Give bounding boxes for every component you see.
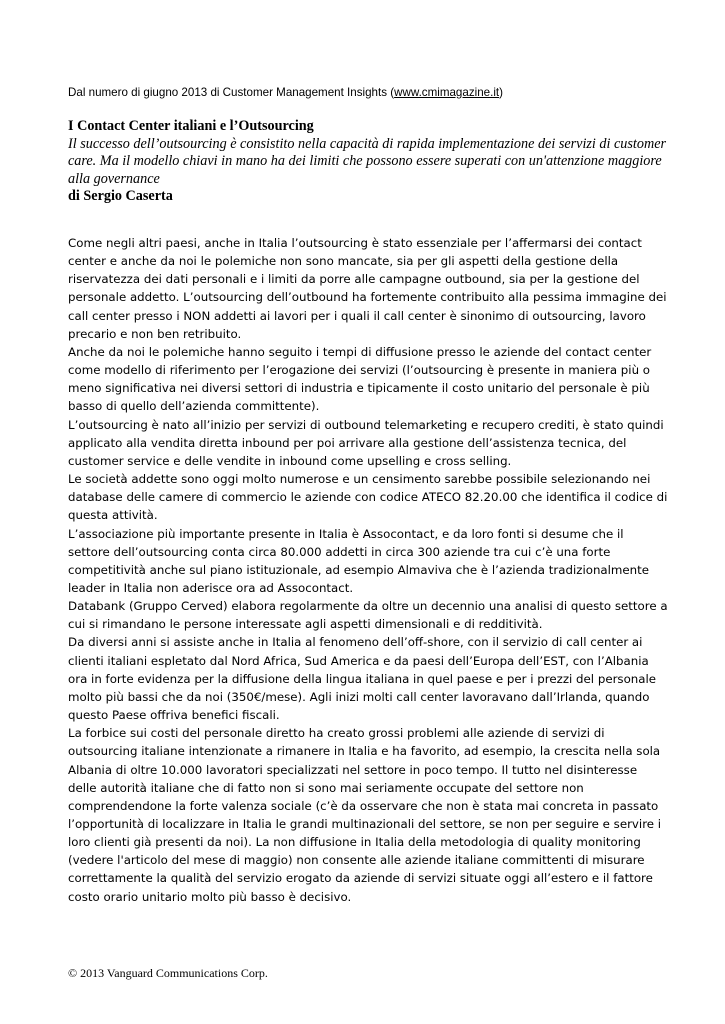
paragraph: L’outsourcing è nato all’inizio per servizi di outbound telemarketing e recupero crediti, è stato quindi applicato alla vendita diretta inbound per poi arrivare alla gestione dell’assistenza tecnica, del customer service e delle vendite in inbound come upselling e cross selling. bbox=[68, 417, 664, 468]
article-subtitle: Il successo dell’outsourcing è consistito nella capacità di rapida implementazione dei servizi di customer care. Ma il modello chiavi in mano ha dei limiti che possono essere superati con un'attenzione maggiore alla governance bbox=[68, 135, 667, 187]
paragraph: L’associazione più importante presente in Italia è Assocontact, e da loro fonti si desume che il settore dell’outsourcing conta circa 80.000 addetti in circa 300 aziende tra cui c’è una forte competitività anche sul piano istituzionale, ad esempio Almaviva che è l’azienda tradizionalmente leader in Italia non aderisce ora ad Assocontact. bbox=[68, 526, 650, 595]
article-header bbox=[68, 118, 668, 206]
source-line bbox=[68, 86, 503, 100]
paragraph: Databank (Gruppo Cerved) elabora regolarmente da oltre un decennio una analisi di questo settore a cui si rimandano le persone interessate agli aspetti dimensionali e di redditività. bbox=[68, 599, 668, 632]
paragraph: Come negli altri paesi, anche in Italia l’outsourcing è stato essenziale per l’affermarsi dei contact center e anche da noi le polemiche non sono mancate, sia per gli aspetti della gestione della riservatezza dei dati personali e i limiti da porre alle campagne outbound, sia per la gestione del personale addetto. L’outsourcing dell’outbound ha fortemente contribuito alla pessima immagine dei call center presso i NON addetti ai lavori per i quali il call center è sinonimo di outsourcing, lavoro precario e non ben retribuito. bbox=[68, 236, 667, 341]
source-suffix: ) bbox=[499, 86, 503, 99]
article-body bbox=[68, 234, 668, 906]
article-title: I Contact Center italiani e l’Outsourcing bbox=[68, 118, 314, 134]
paragraph: Da diversi anni si assiste anche in Italia al fenomeno dell’off-shore, con il servizio di call center ai clienti italiani espletato dal Nord Africa, Sud America e da paesi dell’Europa dell’EST, con l’Albania ora in forte evidenza per la diffusione della lingua italiana in quel paese e per i prezzi del personale molto più bassi che da noi (350€/mese). Agli inizi molti call center lavoravano dall’Irlanda, quando questo Paese offriva benefici fiscali. bbox=[68, 635, 657, 723]
paragraph: Anche da noi le polemiche hanno seguito i tempi di diffusione presso le aziende del contact center come modello di riferimento per l’erogazione dei servizi (l’outsourcing è presente in maniera più o meno significativa nei diversi settori di industria e tipicamente il costo unitario del personale è più basso di quello dell’azienda committente). bbox=[68, 344, 652, 414]
paragraph: Le società addette sono oggi molto numerose e un censimento sarebbe possibile selezionando nei database delle camere di commercio le aziende con codice ATECO 82.20.00 che identifica il codice di questa attività. bbox=[68, 472, 668, 523]
paragraph: La forbice sui costi del personale diretto ha creato grossi problemi alle aziende di servizi di outsourcing italiane intenzionate a rimanere in Italia e ha favorito, ad esempio, la crescita nella sola Albania di oltre 10.000 lavoratori specializzati nel settore in poco tempo. Il tutto nel disinteresse delle autorità italiane che di fatto non si sono mai seriamente occupate del settore non comprendendone la forte valenza sociale (c’è da osservare che non è stata mai concreta in passato l’opportunità di localizzare in Italia le grandi multinazionali del settore, se non per seguire e servire i loro clienti già presenti da noi). La non diffusione in Italia della metodologia di quality monitoring (vedere l'articolo del mese di maggio) non consente alle aziende italiane committenti di misurare correttamente la qualità del servizio erogato da aziende di servizi situate oggi all’estero e il fattore costo orario unitario molto più basso è decisivo. bbox=[68, 726, 662, 904]
source-prefix: Dal numero di giugno 2013 di Customer Management Insights ( bbox=[68, 86, 395, 99]
source-link[interactable]: www.cmimagazine.it bbox=[394, 86, 500, 99]
copyright-footer: © 2013 Vanguard Communications Corp. bbox=[68, 966, 268, 980]
article-author: di Sergio Caserta bbox=[68, 188, 173, 204]
